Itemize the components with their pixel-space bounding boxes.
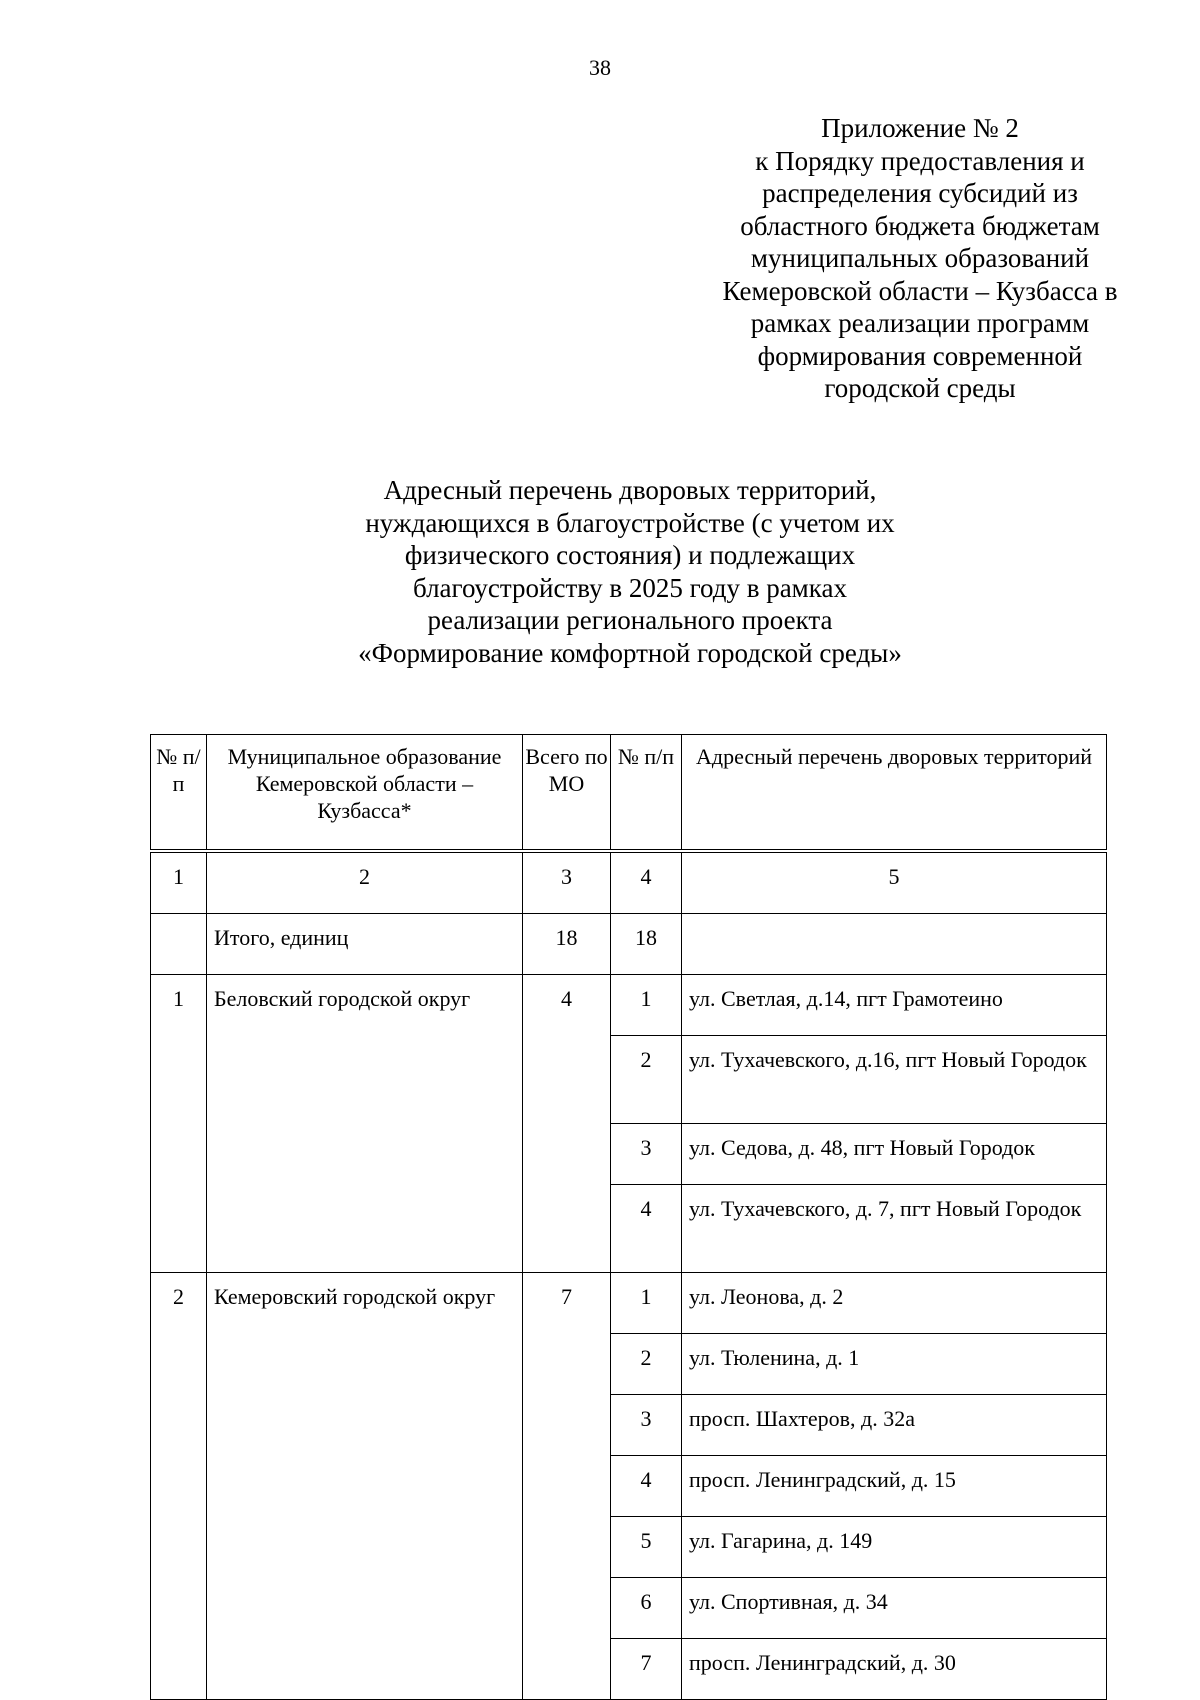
item-num: 6	[611, 1578, 682, 1639]
item-address: ул. Тухачевского, д.16, пгт Новый Городок	[682, 1036, 1107, 1124]
group-municipality: Беловский городской округ	[207, 975, 523, 1273]
header-num: № п/п	[151, 735, 207, 852]
group-num: 1	[151, 975, 207, 1273]
title-line: физического состояния) и подлежащих	[404, 540, 856, 570]
title-line: нуждающихся в благоустройстве (с учетом их	[365, 507, 895, 538]
header-addresses: Адресный перечень дворовых территорий	[682, 735, 1107, 852]
item-address: просп. Шахтеров, д. 32а	[682, 1395, 1107, 1456]
item-num: 3	[611, 1395, 682, 1456]
group-total: 4	[523, 975, 611, 1273]
appendix-line: к Порядку предоставления и	[755, 145, 1085, 176]
appendix-line: распределения субсидий из	[762, 178, 1078, 208]
column-number: 5	[682, 851, 1107, 914]
address-table	[150, 734, 1107, 1700]
appendix-line: муниципальных образований	[750, 243, 1090, 273]
title-line: благоустройству в 2025 году в рамках	[413, 572, 847, 603]
item-num: 3	[611, 1124, 682, 1185]
header-sub-num: № п/п	[611, 735, 682, 852]
title-line: реализации регионального проекта	[427, 605, 833, 635]
item-num: 1	[611, 1273, 682, 1334]
column-number: 3	[523, 851, 611, 914]
item-address: просп. Ленинградский, д. 30	[682, 1639, 1107, 1700]
header-municipality: Муниципальное образование Кемеровской области – Кузбасса*	[207, 735, 523, 852]
appendix-note	[680, 112, 1160, 405]
item-address: ул. Светлая, д.14, пгт Грамотеино	[682, 975, 1107, 1036]
item-num: 4	[611, 1456, 682, 1517]
page-number: 38	[589, 55, 611, 80]
item-num: 5	[611, 1517, 682, 1578]
total-empty-cell	[682, 914, 1107, 975]
total-empty-cell	[151, 914, 207, 975]
total-address-count: 18	[611, 914, 682, 975]
item-address: ул. Тухачевского, д. 7, пгт Новый Городок	[682, 1185, 1107, 1273]
column-number: 1	[151, 851, 207, 914]
group-num: 2	[151, 1273, 207, 1700]
group-total: 7	[523, 1273, 611, 1700]
total-row	[151, 914, 1107, 975]
header-total: Всего по МО	[523, 735, 611, 852]
appendix-line: Кемеровской области – Кузбасса в	[722, 275, 1118, 306]
item-num: 2	[611, 1036, 682, 1124]
appendix-line: городской среды	[824, 373, 1016, 403]
item-address: ул. Леонова, д. 2	[682, 1273, 1107, 1334]
appendix-line: Приложение № 2	[821, 113, 1019, 143]
total-mo-count: 18	[523, 914, 611, 975]
document-title	[300, 474, 960, 669]
title-line: Адресный перечень дворовых территорий,	[383, 475, 877, 505]
table-row	[151, 1273, 1107, 1334]
table-header-row	[151, 735, 1107, 852]
item-num: 2	[611, 1334, 682, 1395]
column-number: 2	[207, 851, 523, 914]
item-address: ул. Спортивная, д. 34	[682, 1578, 1107, 1639]
column-number: 4	[611, 851, 682, 914]
item-address: ул. Тюленина, д. 1	[682, 1334, 1107, 1395]
column-number-row	[151, 851, 1107, 914]
item-num: 7	[611, 1639, 682, 1700]
total-label: Итого, единиц	[207, 914, 523, 975]
appendix-line: формирования современной	[757, 340, 1083, 371]
title-line: «Формирование комфортной городской среды»	[358, 637, 902, 668]
appendix-line: областного бюджета бюджетам	[740, 210, 1100, 241]
item-num: 4	[611, 1185, 682, 1273]
item-address: просп. Ленинградский, д. 15	[682, 1456, 1107, 1517]
item-num: 1	[611, 975, 682, 1036]
appendix-line: рамках реализации программ	[750, 308, 1090, 338]
table-row	[151, 975, 1107, 1036]
item-address: ул. Седова, д. 48, пгт Новый Городок	[682, 1124, 1107, 1185]
item-address: ул. Гагарина, д. 149	[682, 1517, 1107, 1578]
group-municipality: Кемеровский городской округ	[207, 1273, 523, 1700]
